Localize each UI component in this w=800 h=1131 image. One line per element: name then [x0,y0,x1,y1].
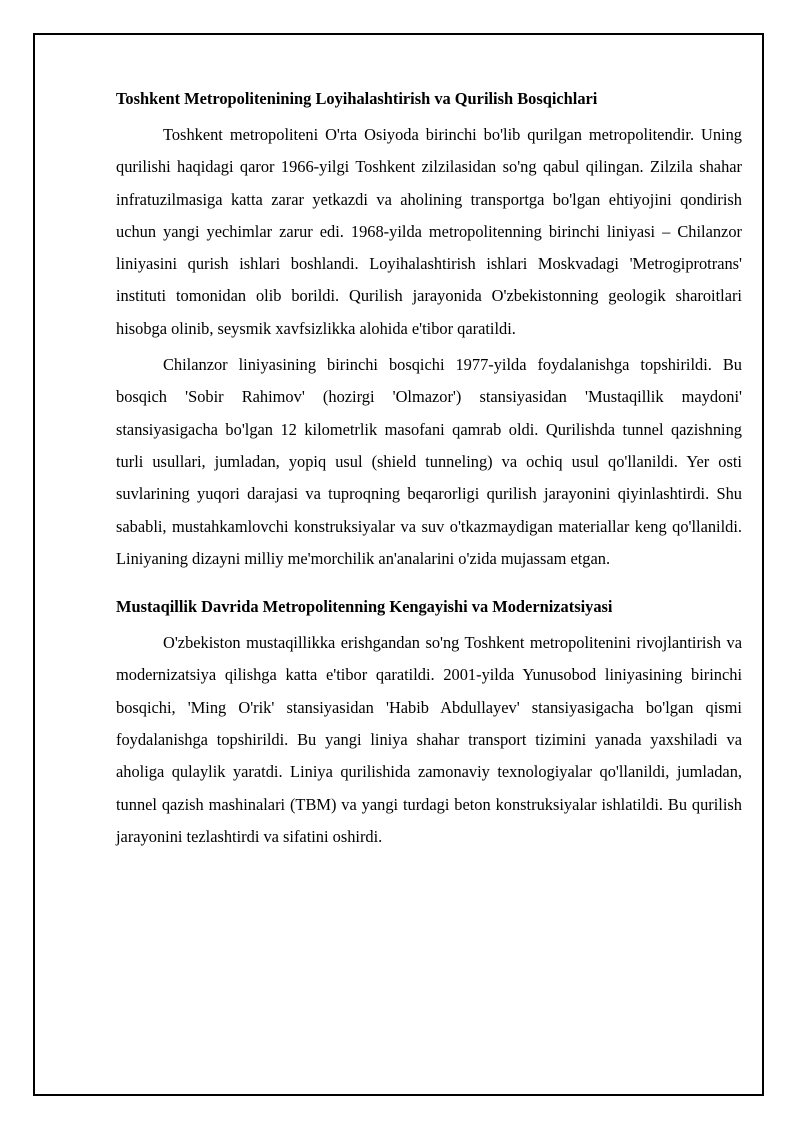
document-body [116,83,742,857]
paragraph-history: Toshkent metropoliteni O'rta Osiyoda birinchi bo'lib qurilgan metropolitendir. Uning qurilishi haqidagi qaror 1966-yilgi Toshkent zilzilasidan so'ng qabul qilingan. Zilzila shahar infratuzilmasiga katta zarar yetkazdi va aholining transportga bo'lgan ehtiyojini qondirish uchun yangi yechimlar zarur edi. 1968-yilda metropolitenning birinchi liniyasi – Chilanzor liniyasini qurish ishlari boshlandi. Loyihalashtirish ishlari Moskvadagi 'Metrogiprotrans' instituti tomonidan olib borildi. Qurilish jarayonida O'zbekistonning geologik sharoitlari hisobga olinib, seysmik xavfsizlikka alohida e'tibor qaratildi. [116,125,742,338]
paragraph-yunusobod-line: O'zbekiston mustaqillikka erishgandan so'ng Toshkent metropolitenini rivojlantirish va modernizatsiya qilishga katta e'tibor qaratildi. 2001-yilda Yunusobod liniyasining birinchi bosqichi, 'Ming O'rik' stansiyasidan 'Habib Abdullayev' stansiyasigacha bo'lgan qismi foydalanishga topshirildi. Bu yangi liniya shahar transport tizimini yanada yaxshiladi va aholiga qulaylik yaratdi. Liniya qurilishida zamonaviy texnologiyalar qo'llanildi, jumladan, tunnel qazish mashinalari (TBM) va yangi turdagi beton konstruksiyalar ishlatildi. Bu qurilish jarayonini tezlashtirdi va sifatini oshirdi. [116,633,742,846]
section-heading-construction: Toshkent Metropolitenining Loyihalashtirish va Qurilish Bosqichlari [116,89,598,108]
paragraph-chilanzor-line: Chilanzor liniyasining birinchi bosqichi 1977-yilda foydalanishga topshirildi. Bu bosqich 'Sobir Rahimov' (hozirgi 'Olmazor') stansiyasidan 'Mustaqillik maydoni' stansiyasigacha bo'lgan 12 kilometrlik masofani qamrab oldi. Qurilishda tunnel qazishning turli usullari, jumladan, yopiq usul (shield tunneling) va ochiq usul qo'llanildi. Yer osti suvlarining yuqori darajasi va tuproqning beqarorligi qurilish jarayonini qiyinlashtirdi. Shu sababli, mustahkamlovchi konstruksiyalar va suv o'tkazmaydigan materiallar keng qo'llanildi. Liniyaning dizayni milliy me'morchilik an'analarini o'zida mujassam etgan. [116,355,742,568]
section-heading-independence: Mustaqillik Davrida Metropolitenning Kengayishi va Modernizatsiyasi [116,597,613,617]
